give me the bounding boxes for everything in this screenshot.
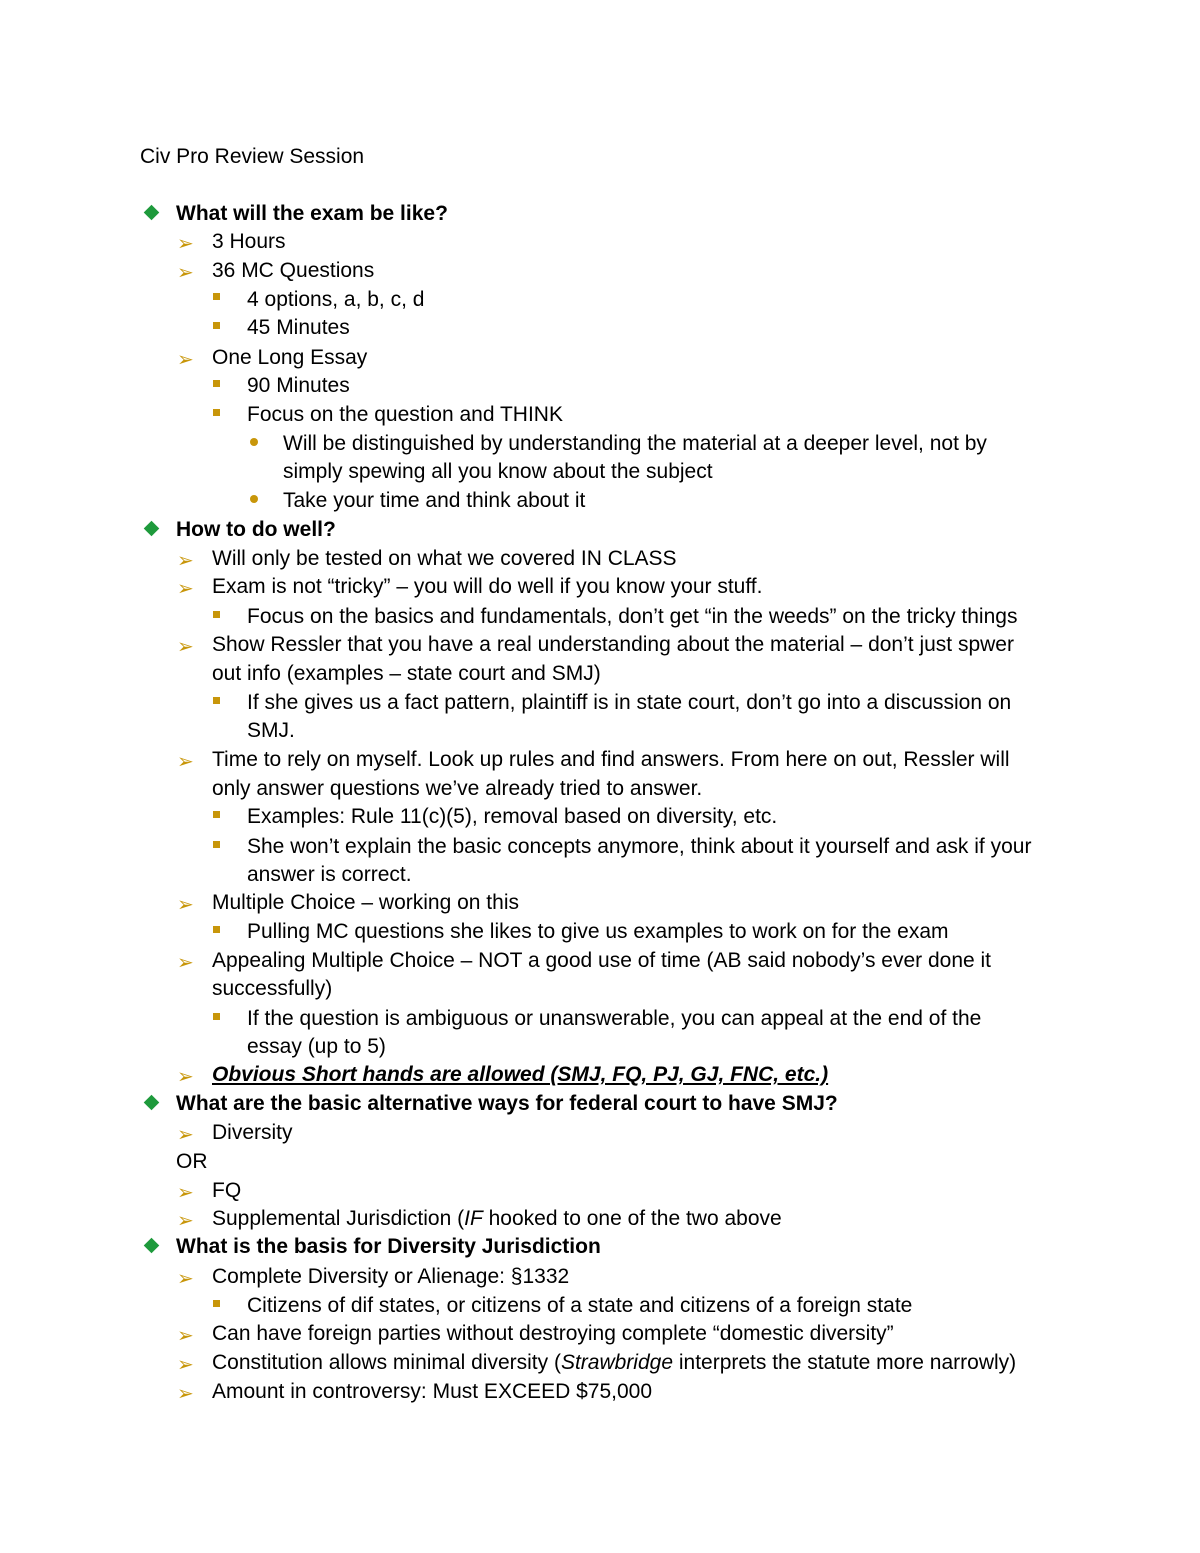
- arrow-bullet-icon: ➢: [177, 892, 194, 916]
- list-item: 3 Hours: [212, 230, 286, 253]
- list-item: Will be distinguished by understanding the material at a deeper level, not by: [283, 432, 987, 455]
- diamond-bullet-icon: [144, 1238, 160, 1254]
- square-bullet-icon: [213, 1013, 220, 1020]
- list-item: Time to rely on myself. Look up rules and find answers. From here on out, Ressler will: [212, 748, 1010, 771]
- list-item-continuation: answer is correct.: [247, 863, 412, 886]
- diamond-bullet-icon: [144, 205, 160, 221]
- list-item: Will only be tested on what we covered IN CLASS: [212, 547, 677, 570]
- text-run-italic: Strawbridge: [560, 1351, 674, 1374]
- arrow-bullet-icon: ➢: [177, 576, 194, 600]
- text-run: hooked to one of the two above: [482, 1207, 782, 1230]
- list-item: Complete Diversity or Alienage: §1332: [212, 1265, 570, 1288]
- list-item-continuation: only answer questions we’ve already tried to answer.: [212, 777, 703, 800]
- arrow-bullet-icon: ➢: [177, 260, 194, 284]
- diamond-bullet-icon: [144, 521, 160, 537]
- arrow-bullet-icon: ➢: [177, 1180, 194, 1204]
- arrow-bullet-icon: ➢: [177, 1381, 194, 1405]
- section-heading: How to do well?: [176, 518, 336, 541]
- document-title: Civ Pro Review Session: [140, 145, 365, 168]
- arrow-bullet-icon: ➢: [177, 1266, 194, 1290]
- list-item: Multiple Choice – working on this: [212, 891, 519, 914]
- list-item: Exam is not “tricky” – you will do well if you know your stuff.: [212, 575, 763, 598]
- list-item: 4 options, a, b, c, d: [247, 288, 425, 311]
- list-item: 36 MC Questions: [212, 259, 375, 282]
- square-bullet-icon: [213, 811, 220, 818]
- text-run-italic: IF: [464, 1207, 483, 1230]
- list-item: Focus on the basics and fundamentals, don’t get “in the weeds” on the tricky things: [247, 605, 1018, 628]
- square-bullet-icon: [213, 1300, 220, 1307]
- square-bullet-icon: [213, 293, 220, 300]
- list-item: Amount in controversy: Must EXCEED $75,000: [212, 1380, 653, 1403]
- list-item-continuation: SMJ.: [247, 719, 295, 742]
- square-bullet-icon: [213, 697, 220, 704]
- list-item: 45 Minutes: [247, 316, 350, 339]
- list-item: Diversity: [212, 1121, 293, 1144]
- list-item-continuation: essay (up to 5): [247, 1035, 386, 1058]
- list-item-continuation: out info (examples – state court and SMJ): [212, 662, 601, 685]
- arrow-bullet-icon: ➢: [177, 1208, 194, 1232]
- square-bullet-icon: [213, 841, 220, 848]
- arrow-bullet-icon: ➢: [177, 231, 194, 255]
- dot-bullet-icon: [250, 495, 258, 503]
- arrow-bullet-icon: ➢: [177, 749, 194, 773]
- arrow-bullet-icon: ➢: [177, 1122, 194, 1146]
- text-run: interprets the statute more narrowly): [673, 1351, 1017, 1374]
- dot-bullet-icon: [250, 438, 258, 446]
- section-heading: What will the exam be like?: [176, 202, 448, 225]
- list-item: If the question is ambiguous or unanswerable, you can appeal at the end of the: [247, 1007, 982, 1030]
- list-item: [212, 1349, 1016, 1377]
- arrow-bullet-icon: ➢: [177, 548, 194, 572]
- arrow-bullet-icon: ➢: [177, 347, 194, 371]
- list-item: Examples: Rule 11(c)(5), removal based on diversity, etc.: [247, 805, 778, 828]
- list-item: [212, 1205, 782, 1233]
- list-item: 90 Minutes: [247, 374, 350, 397]
- square-bullet-icon: [213, 322, 220, 329]
- list-item-continuation: simply spewing all you know about the subject: [283, 460, 713, 483]
- list-item: Appealing Multiple Choice – NOT a good use of time (AB said nobody’s ever done it: [212, 949, 992, 972]
- list-item: Can have foreign parties without destroying complete “domestic diversity”: [212, 1322, 894, 1345]
- diamond-bullet-icon: [144, 1095, 160, 1111]
- square-bullet-icon: [213, 409, 220, 416]
- arrow-bullet-icon: ➢: [177, 634, 194, 658]
- section-heading: What are the basic alternative ways for federal court to have SMJ?: [176, 1092, 838, 1115]
- list-item-emphasis: Obvious Short hands are allowed (SMJ, FQ, PJ, GJ, FNC, etc.): [212, 1063, 829, 1086]
- list-item: She won’t explain the basic concepts anymore, think about it yourself and ask if your: [247, 835, 1032, 858]
- arrow-bullet-icon: ➢: [177, 1323, 194, 1347]
- text-run: Constitution allows minimal diversity (: [212, 1351, 561, 1374]
- square-bullet-icon: [213, 926, 220, 933]
- list-item: If she gives us a fact pattern, plaintiff is in state court, don’t go into a discussion on: [247, 691, 1012, 714]
- list-item: Citizens of dif states, or citizens of a state and citizens of a foreign state: [247, 1294, 913, 1317]
- list-item: One Long Essay: [212, 346, 368, 369]
- arrow-bullet-icon: ➢: [177, 950, 194, 974]
- square-bullet-icon: [213, 380, 220, 387]
- text-run: Supplemental Jurisdiction (: [212, 1207, 465, 1230]
- list-item-continuation: successfully): [212, 977, 333, 1000]
- list-item: Take your time and think about it: [283, 489, 586, 512]
- list-item: Show Ressler that you have a real understanding about the material – don’t just spwer: [212, 633, 1014, 656]
- connector-text: OR: [176, 1150, 208, 1173]
- square-bullet-icon: [213, 611, 220, 618]
- list-item: Focus on the question and THINK: [247, 403, 563, 426]
- arrow-bullet-icon: ➢: [177, 1064, 194, 1088]
- arrow-bullet-icon: ➢: [177, 1352, 194, 1376]
- list-item: Pulling MC questions she likes to give us examples to work on for the exam: [247, 920, 949, 943]
- section-heading: What is the basis for Diversity Jurisdiction: [176, 1235, 601, 1258]
- list-item: FQ: [212, 1179, 242, 1202]
